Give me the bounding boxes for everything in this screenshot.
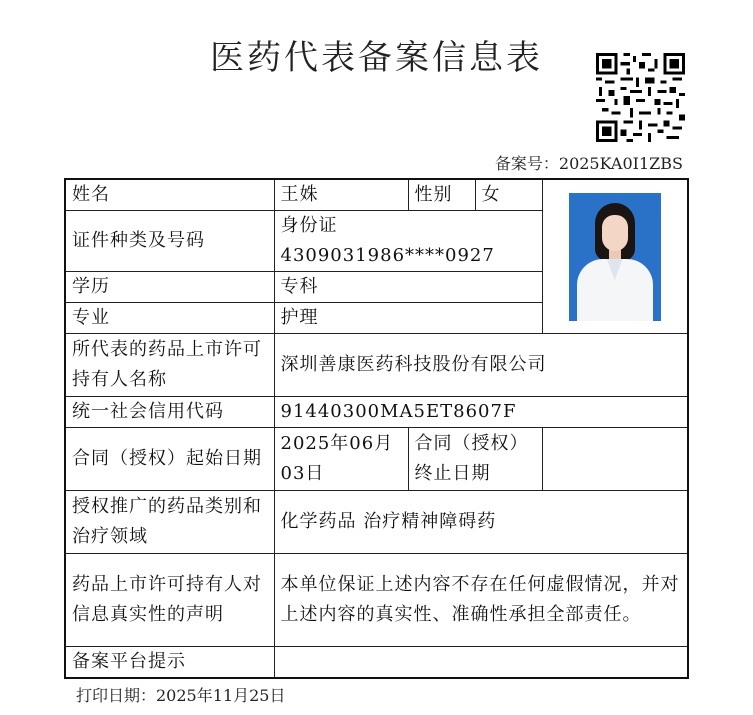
field-label: 性别 [408,179,475,211]
table-row [65,397,688,428]
field-label: 学历 [65,272,274,303]
field-label: 统一社会信用代码 [65,397,274,428]
field-value: 专科 [274,272,542,303]
field-value: 护理 [274,303,542,334]
field-value: 深圳善康医药科技股份有限公司 [274,334,688,397]
table-row [65,491,688,554]
field-value [542,428,688,491]
portrait-photo [569,193,661,321]
field-value: 化学药品 治疗精神障碍药 [274,491,688,554]
document-title: 医药代表备案信息表 [210,38,543,78]
field-value: 2025年06月03日 [274,428,408,491]
photo-cell [542,179,688,334]
table-row [65,334,688,397]
field-value [274,647,688,679]
field-value: 女 [475,179,542,211]
record-number: 备案号：2025KA0I1ZBS [494,154,683,173]
print-date: 打印日期：2025年11月25日 [76,686,286,705]
field-label: 合同（授权）起始日期 [65,428,274,491]
field-label: 专业 [65,303,274,334]
table-row [65,428,688,491]
table-row [65,647,688,679]
field-label: 所代表的药品上市许可持有人名称 [65,334,274,397]
field-value: 王姝 [274,179,408,211]
qr-code-icon [596,53,685,142]
field-value: 本单位保证上述内容不存在任何虚假情况，并对上述内容的真实性、准确性承担全部责任。 [274,554,688,647]
table-row [65,179,688,211]
table-row [65,554,688,647]
field-value: 身份证 4309031986****0927 [274,211,542,272]
field-label: 备案平台提示 [65,647,274,679]
field-label: 证件种类及号码 [65,211,274,272]
field-value: 91440300MA5ET8607F [274,397,688,428]
field-label: 授权推广的药品类别和治疗领域 [65,491,274,554]
field-label: 合同（授权）终止日期 [408,428,542,491]
field-label: 姓名 [65,179,274,211]
field-label: 药品上市许可持有人对信息真实性的声明 [65,554,274,647]
info-table [64,178,689,679]
